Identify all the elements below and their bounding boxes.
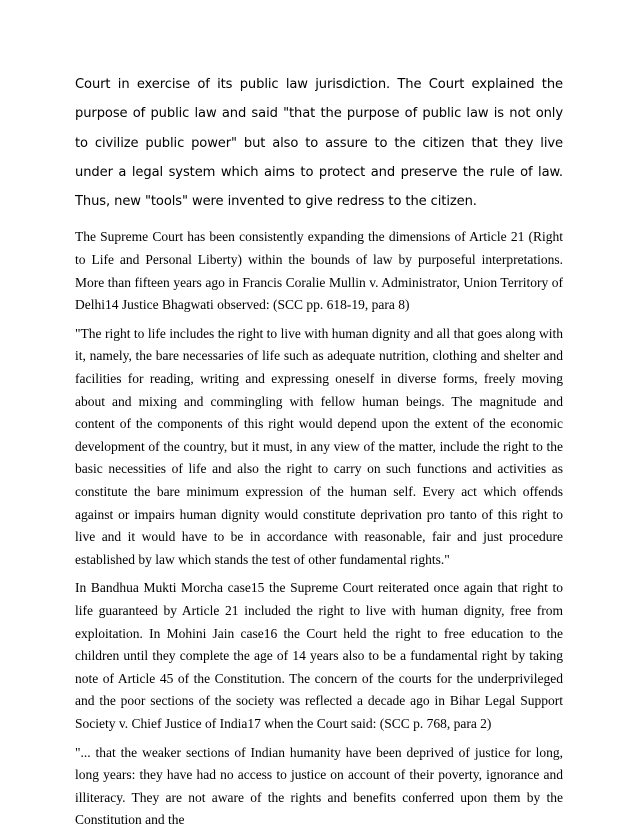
paragraph-public-law-purpose: Court in exercise of its public law jurisdiction. The Court explained the purpose of public law and said "that the purpose of public law is not only to civilize public power" but also to assure to the citizen that they live under a legal system which aims to protect and preserve the rule of law. Thus, new "tools" were invented to give redress to the citizen. bbox=[75, 77, 563, 210]
paragraph-weaker-sections-quote: "... that the weaker sections of Indian humanity have been deprived of justice for long, long years: they have had no access to justice on account of their poverty, ignorance and illiteracy. They are not aware of the rights and benefits conferred upon them by the Constitution and the bbox=[75, 744, 563, 828]
paragraph-right-to-life-quote: "The right to life includes the right to live with human dignity and all that goes along with it, namely, the bare necessaries of life such as adequate nutrition, clothing and shelter and facilities for reading, writing and expressing oneself in diverse forms, freely moving about and mixing and commingling with fellow human beings. The magnitude and content of the components of this right would depend upon the extent of the economic development of the country, but it must, in any view of the matter, include the right to the basic necessities of life and also the right to carry on such functions and activities as constitute the bare minimum expression of the human self. Every act which offends against or impairs human dignity would constitute deprivation pro tanto of this right to live and it would have to be in accordance with reasonable, fair and just procedure established by law which stands the test of other fundamental rights." bbox=[75, 325, 563, 567]
paragraph-article-21-expansion: The Supreme Court has been consistently expanding the dimensions of Article 21 (Right to Life and Personal Liberty) within the bounds of law by purposeful interpretations. More than fifteen years ago in Francis Coralie Mullin v. Administrator, Union Territory of Delhi14 Justice Bhagwati observed: (SCC pp. 618-19, para 8) bbox=[75, 229, 563, 313]
paragraph-bandhua-mukti-morcha: In Bandhua Mukti Morcha case15 the Supreme Court reiterated once again that right to life guaranteed by Article 21 included the right to live with human dignity, free from exploitation. In Mohini Jain case16 the Court held the right to free education to the children until they complete the age of 14 years also to be a fundamental right by taking note of Article 45 of the Constitution. The concern of the courts for the underprivileged and the poor sections of the society was reflected a decade ago in Bihar Legal Support Society v. Chief Justice of India17 when the Court said: (SCC p. 768, para 2) bbox=[75, 580, 563, 731]
